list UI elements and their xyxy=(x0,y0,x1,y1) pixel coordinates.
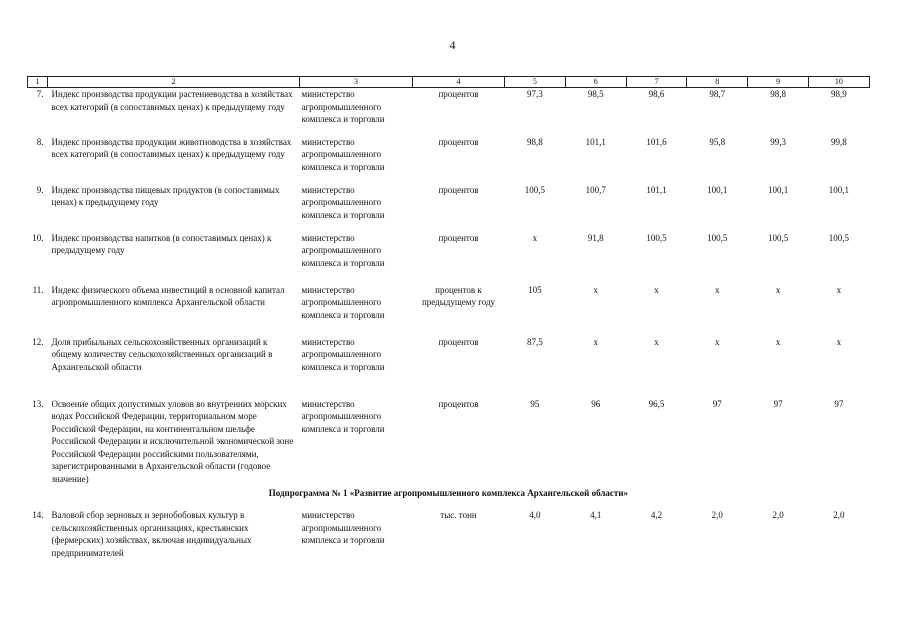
indicator-value: 100,5 xyxy=(707,232,728,243)
indicator-value: 4,1 xyxy=(590,510,602,520)
table-body xyxy=(28,88,870,560)
indicator-value: x xyxy=(715,336,720,347)
table-row xyxy=(28,88,870,136)
indicator-value: 101,1 xyxy=(585,136,606,147)
indicator-value: 95,8 xyxy=(709,136,726,147)
header-col-6: 6 xyxy=(565,77,626,88)
indicator-value: 105 xyxy=(528,284,542,295)
header-col-1: 1 xyxy=(28,77,48,88)
indicator-value: 100,5 xyxy=(767,232,789,243)
unit-of-measure: тыс. тонн xyxy=(440,510,477,520)
table-row xyxy=(28,136,870,184)
indicator-name: Индекс производства напитков (в сопоставимых ценах) к предыдущему году xyxy=(51,232,272,255)
indicator-value: 95 xyxy=(530,398,540,409)
indicator-value: 100,1 xyxy=(707,184,728,195)
indicator-value: 96,5 xyxy=(648,398,665,409)
indicator-name: Индекс производства продукции растениеводства в хозяйствах всех категорий (в сопоставимых ценах) к предыдущему году xyxy=(51,89,293,112)
responsible-executor: министерство агропромышленного комплекса и торговли xyxy=(301,510,385,545)
subprogram-row xyxy=(28,485,870,509)
indicator-value: 100,7 xyxy=(585,184,606,195)
responsible-executor: министерство агропромышленного комплекса и торговли xyxy=(301,336,385,372)
indicator-value: 97 xyxy=(773,398,783,409)
indicator-value: x xyxy=(775,336,781,347)
header-col-10: 10 xyxy=(808,77,869,88)
table-row xyxy=(28,336,870,398)
indicator-name: Индекс физического объема инвестиций в основной капитал агропромышленного комплекса Архангельской области xyxy=(51,284,285,307)
unit-of-measure: процентов xyxy=(438,136,479,147)
indicator-value: 4,0 xyxy=(529,510,541,520)
row-number: 8. xyxy=(36,136,44,147)
indicator-value: 97 xyxy=(712,398,722,409)
indicator-value: 87,5 xyxy=(527,336,543,347)
indicator-value: 99,8 xyxy=(831,136,847,147)
indicator-value: x xyxy=(654,284,659,295)
table-row xyxy=(28,509,870,559)
table-row xyxy=(28,398,870,486)
row-number: 10. xyxy=(32,232,44,243)
indicator-value: 98,7 xyxy=(709,89,726,99)
unit-of-measure: процентов xyxy=(438,184,479,195)
responsible-executor: министерство агропромышленного комплекса и торговли xyxy=(301,184,385,220)
indicator-value: x xyxy=(593,336,598,347)
row-number: 7. xyxy=(36,89,44,99)
indicator-name: Освоение общих допустимых уловов во внутренних морских водах Российской Федерации, территориальном море Российской Федерации, на континентальном шельфе Российской Федерации и исключительной экономической зоне Российской Федерации российскими пользователями, зарегистрированными в Архангельской области (годовое значение) xyxy=(51,398,294,484)
indicator-value: x xyxy=(715,284,720,295)
indicator-name: Доля прибыльных сельскохозяйственных организаций к общему количеству сельскохозяйственных организаций в Архангельской области xyxy=(51,336,273,372)
responsible-executor: министерство агропромышленного комплекса и торговли xyxy=(301,284,385,320)
indicator-value: 100,5 xyxy=(828,232,849,243)
indicator-value: 96 xyxy=(591,398,601,409)
header-col-5: 5 xyxy=(505,77,566,88)
responsible-executor: министерство агропромышленного комплекса и торговли xyxy=(301,232,385,268)
indicator-value: x xyxy=(836,336,842,347)
indicator-value: 2,0 xyxy=(833,510,845,520)
row-number: 13. xyxy=(32,398,44,409)
responsible-executor: министерство агропромышленного комплекса и торговли xyxy=(301,136,385,172)
indicator-value: 98,8 xyxy=(527,136,543,147)
indicator-value: x xyxy=(775,284,781,295)
indicator-value: 97 xyxy=(834,398,844,409)
header-col-9: 9 xyxy=(748,77,809,88)
unit-of-measure: процентов к предыдущему году xyxy=(421,284,496,307)
indicator-value: 99,3 xyxy=(770,136,786,147)
indicator-value: 100,5 xyxy=(646,232,667,243)
row-number: 11. xyxy=(32,284,44,295)
row-number: 9. xyxy=(36,184,44,195)
indicator-value: 4,2 xyxy=(650,510,663,520)
indicator-value: 101,1 xyxy=(646,184,667,195)
unit-of-measure: процентов xyxy=(438,398,479,409)
indicator-value: 97,3 xyxy=(527,89,543,99)
indicator-value: 98,5 xyxy=(587,89,604,99)
indicator-value: x xyxy=(593,284,598,295)
indicators-table xyxy=(27,76,870,559)
header-col-3: 3 xyxy=(300,77,413,88)
indicator-value: 98,9 xyxy=(831,89,847,99)
unit-of-measure: процентов xyxy=(438,336,479,347)
indicator-value: 100,1 xyxy=(828,184,849,195)
indicator-name: Индекс производства пищевых продуктов (в сопоставимых ценах) к предыдущему году xyxy=(51,184,280,207)
column-numbers-header xyxy=(28,77,870,88)
unit-of-measure: процентов xyxy=(438,89,479,99)
responsible-executor: министерство агропромышленного комплекса и торговли xyxy=(301,89,385,124)
indicator-value: 100,1 xyxy=(767,184,789,195)
header-col-7: 7 xyxy=(626,77,687,88)
subprogram-title: Подпрограмма № 1 «Развитие агропромышленного комплекса Архангельской области» xyxy=(268,488,629,498)
indicator-value: 101,6 xyxy=(646,136,667,147)
responsible-executor: министерство агропромышленного комплекса и торговли xyxy=(301,398,385,434)
page-number: 4 xyxy=(449,38,456,52)
indicator-value: 98,8 xyxy=(770,89,786,99)
table-row xyxy=(28,284,870,336)
table-row xyxy=(28,184,870,232)
indicator-value: x xyxy=(654,336,659,347)
unit-of-measure: процентов xyxy=(438,232,479,243)
indicator-value: 2,0 xyxy=(772,510,784,520)
indicator-value: 100,5 xyxy=(524,184,546,195)
indicator-value: 91,8 xyxy=(587,232,604,243)
indicator-value: x xyxy=(532,232,538,243)
table-row xyxy=(28,232,870,284)
header-col-2: 2 xyxy=(48,77,300,88)
indicator-value: 98,6 xyxy=(648,89,665,99)
row-number: 12. xyxy=(32,336,44,347)
header-col-4: 4 xyxy=(413,77,505,88)
header-col-8: 8 xyxy=(687,77,748,88)
indicator-value: 2,0 xyxy=(711,510,723,520)
indicator-name: Индекс производства продукции животноводства в хозяйствах всех категорий (в сопоставимых ценах) к предыдущему году xyxy=(51,136,292,159)
row-number: 14. xyxy=(32,510,44,520)
indicator-value: x xyxy=(836,284,842,295)
indicator-name: Валовой сбор зерновых и зернобобовых культур в сельскохозяйственных организациях, крестьянских (фермерских) хозяйствах, включая индивидуальных предпринимателей xyxy=(51,510,252,558)
